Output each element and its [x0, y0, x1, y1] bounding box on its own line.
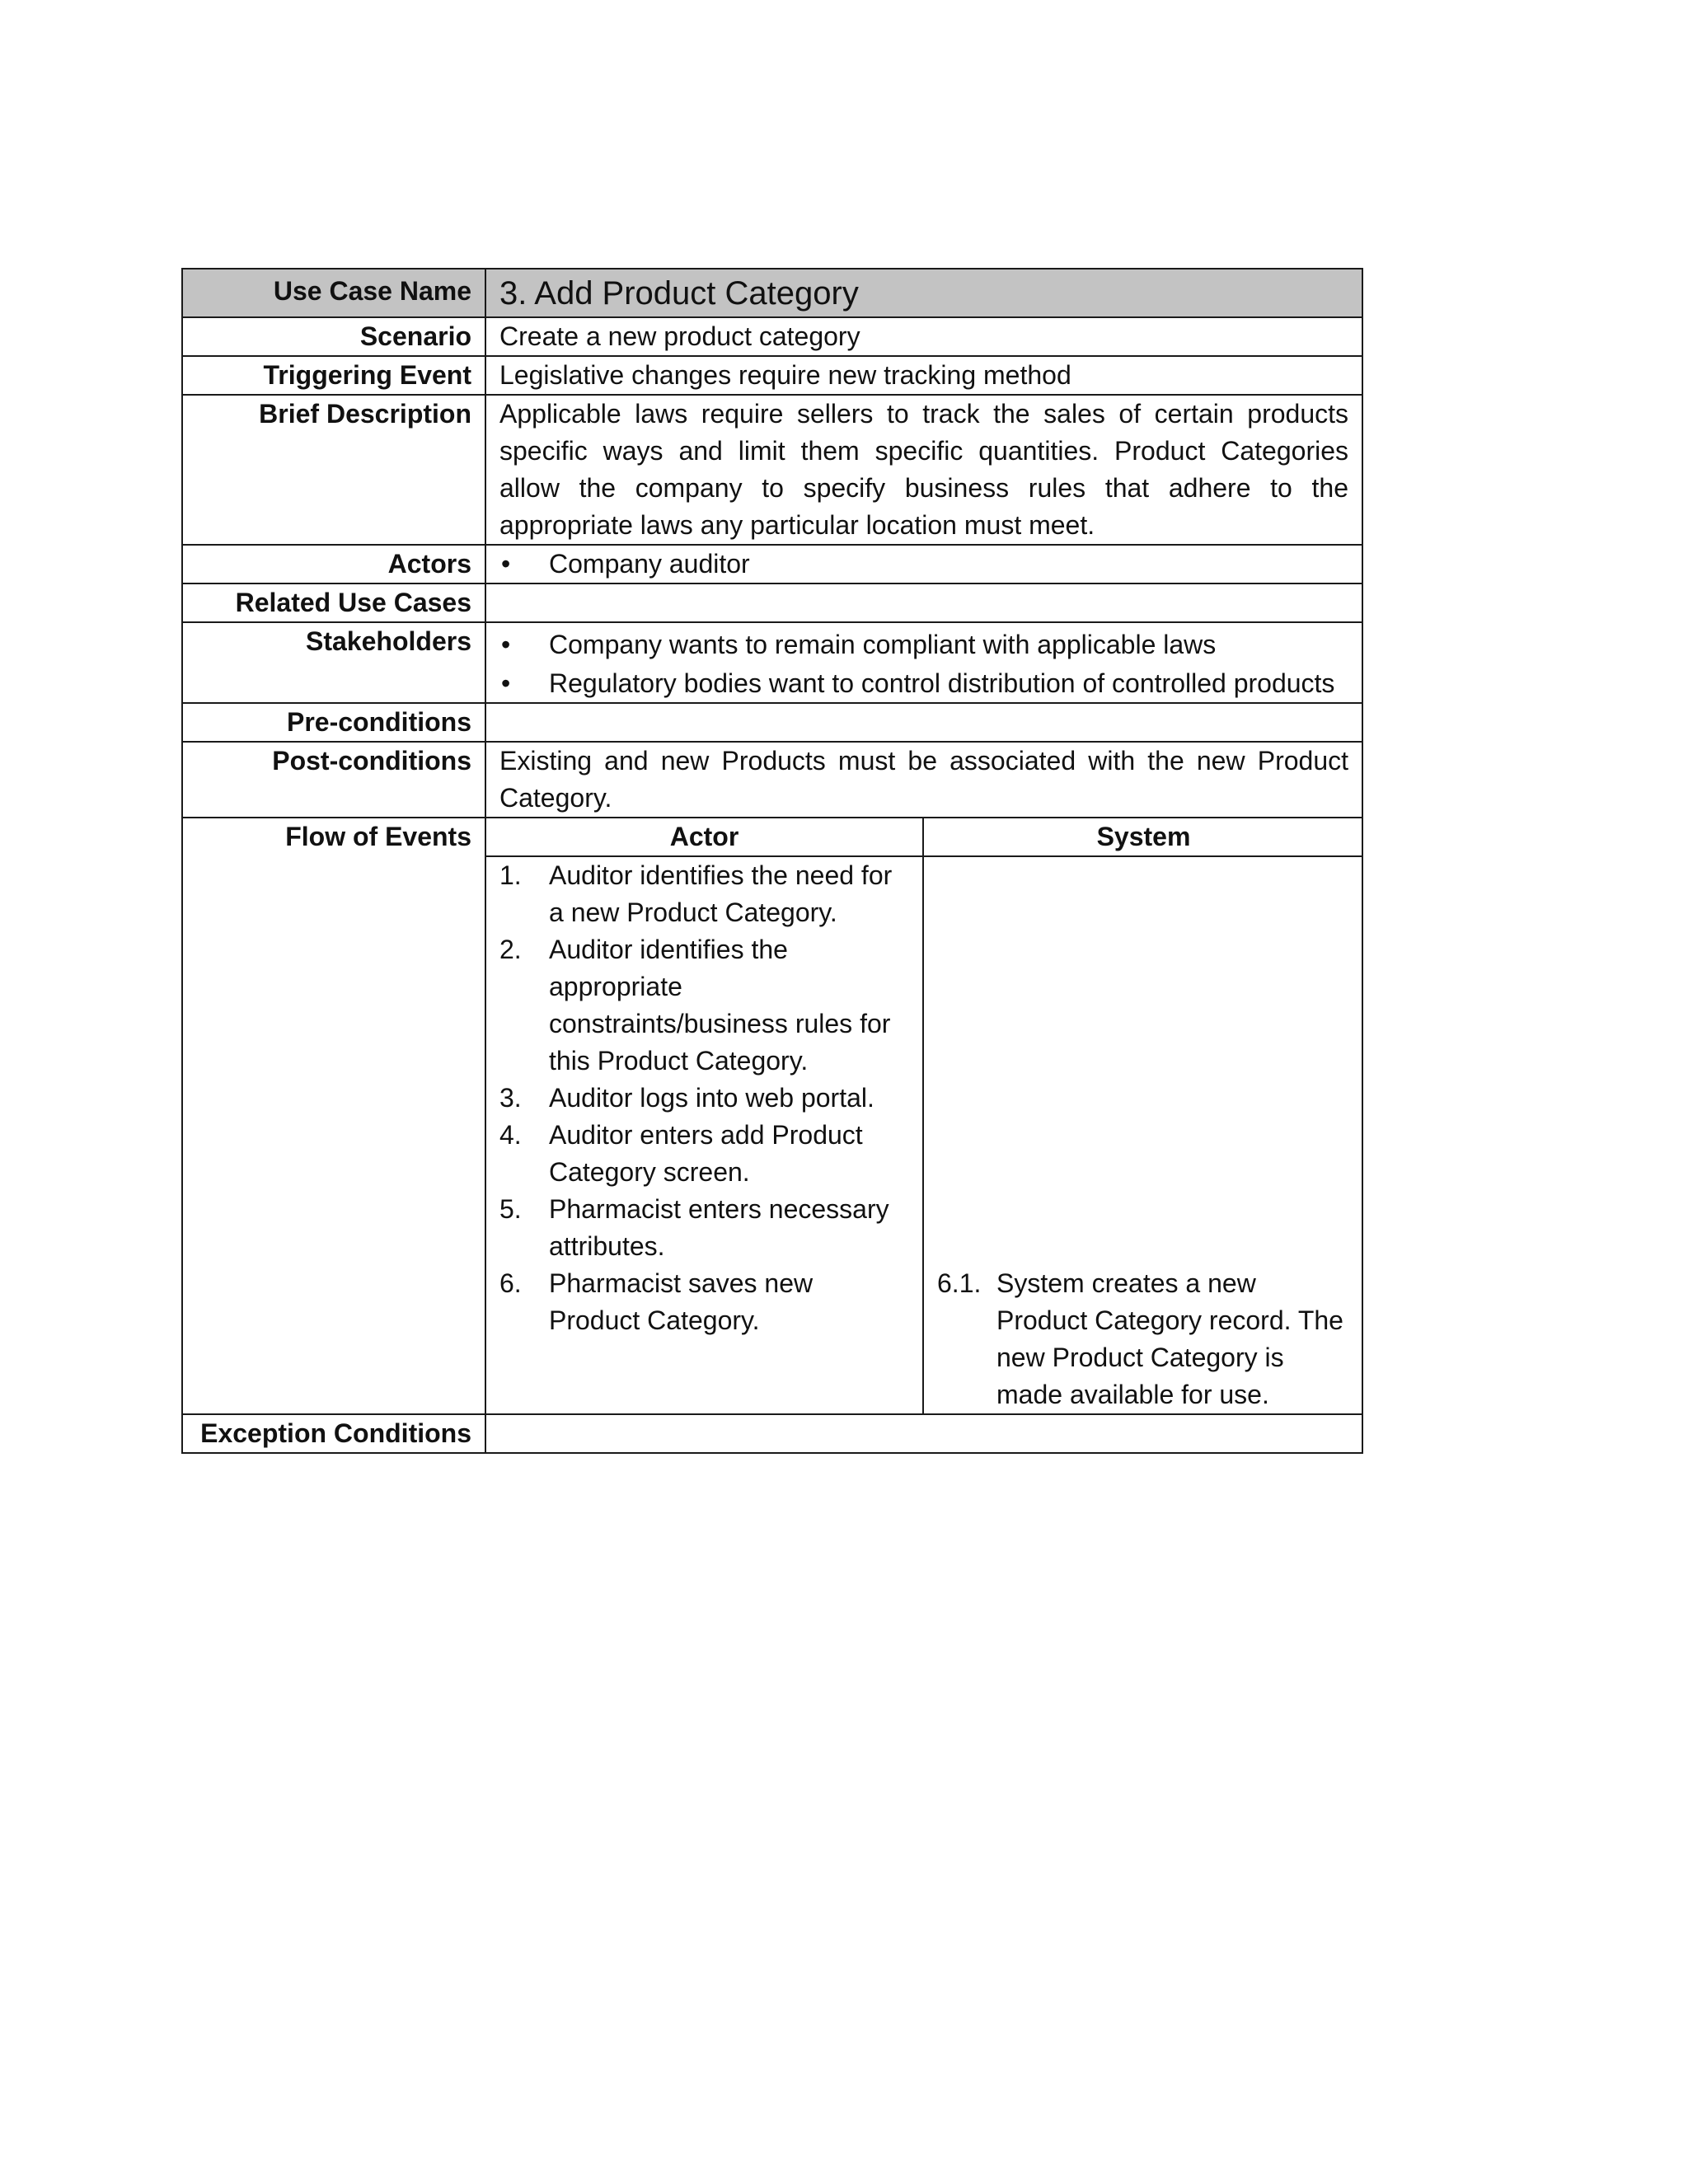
- system-steps-cell: [923, 856, 1363, 1413]
- exception-conditions-value: [485, 1414, 1362, 1453]
- step-number: 6.: [499, 1268, 522, 1298]
- step-text: Pharmacist enters necessary attributes.: [549, 1194, 889, 1261]
- step-text: Pharmacist saves new Product Category.: [549, 1268, 814, 1335]
- actor-step: [499, 1265, 909, 1339]
- brief-description-value: Applicable laws require sellers to track the sales of certain products specific ways and limit them specific quantities. Product Categories allow the company to specify business rules that adhere to the appropriate laws any particular location must meet.: [499, 399, 1348, 540]
- pre-conditions-label: Pre-conditions: [182, 703, 485, 742]
- stakeholders-list: [499, 626, 1348, 702]
- actors-cell: [485, 545, 1362, 583]
- triggering-event-row: [182, 356, 1362, 395]
- exception-conditions-row: [182, 1414, 1362, 1453]
- flow-header-row: [486, 818, 1363, 856]
- post-conditions-label: Post-conditions: [182, 742, 485, 818]
- step-number: 2.: [499, 935, 522, 964]
- related-use-cases-label: Related Use Cases: [182, 583, 485, 622]
- post-conditions-value: Existing and new Products must be associated with the new Product Category.: [499, 746, 1348, 813]
- stakeholder-item: [499, 626, 1348, 663]
- bullet-icon: •: [501, 668, 511, 698]
- actor-steps-list: [499, 857, 909, 1339]
- step-number: 6.1.: [937, 1268, 982, 1298]
- actor-column-header: Actor: [486, 818, 923, 856]
- bullet-icon: •: [501, 630, 511, 659]
- use-case-title: 3. Add Product Category: [499, 275, 859, 312]
- step-text: System creates a new Product Category record. The new Product Category is made available for use.: [996, 1268, 1343, 1409]
- actor-item: [499, 546, 1348, 583]
- actor-step: [499, 1117, 909, 1191]
- actor-step: [499, 1080, 909, 1117]
- step-text: Auditor logs into web portal.: [549, 1083, 874, 1113]
- system-steps-list: [937, 1265, 1350, 1413]
- scenario-row: [182, 317, 1362, 356]
- stakeholders-label: Stakeholders: [182, 622, 485, 703]
- step-number: 4.: [499, 1120, 522, 1150]
- flow-of-events-cell: [485, 818, 1362, 1414]
- brief-description-cell: [485, 395, 1362, 545]
- scenario-label: Scenario: [182, 317, 485, 356]
- actor-step: [499, 857, 909, 931]
- pre-conditions-row: [182, 703, 1362, 742]
- stakeholder-item: [499, 665, 1348, 702]
- system-step: [937, 1265, 1350, 1413]
- step-text: Auditor identifies the need for a new Product Category.: [549, 860, 893, 927]
- post-conditions-row: [182, 742, 1362, 818]
- flow-body-row: [486, 856, 1363, 1413]
- actors-list: [499, 546, 1348, 583]
- step-number: 5.: [499, 1194, 522, 1224]
- step-text: Auditor enters add Product Category screen.: [549, 1120, 863, 1187]
- actor-step: [499, 1191, 909, 1265]
- step-text: Auditor identifies the appropriate constraints/business rules for this Product Category.: [549, 935, 891, 1076]
- related-use-cases-value: [485, 583, 1362, 622]
- use-case-table: [181, 268, 1363, 1454]
- actor-item-text: Company auditor: [549, 549, 750, 579]
- flow-table: [486, 818, 1363, 1413]
- stakeholder-item-text: Company wants to remain compliant with applicable laws: [549, 630, 1217, 659]
- step-number: 3.: [499, 1083, 522, 1113]
- step-number: 1.: [499, 860, 522, 890]
- brief-description-label: Brief Description: [182, 395, 485, 545]
- triggering-event-label: Triggering Event: [182, 356, 485, 395]
- scenario-value: Create a new product category: [485, 317, 1362, 356]
- actor-steps-cell: [486, 856, 923, 1413]
- flow-of-events-row: [182, 818, 1362, 1414]
- stakeholder-item-text: Regulatory bodies want to control distribution of controlled products: [549, 668, 1335, 698]
- stakeholders-row: [182, 622, 1362, 703]
- stakeholders-cell: [485, 622, 1362, 703]
- use-case-name-label: Use Case Name: [182, 269, 485, 317]
- use-case-title-cell: [485, 269, 1362, 317]
- brief-description-row: [182, 395, 1362, 545]
- actors-label: Actors: [182, 545, 485, 583]
- exception-conditions-label: Exception Conditions: [182, 1414, 485, 1453]
- system-column-header: System: [923, 818, 1363, 856]
- related-use-cases-row: [182, 583, 1362, 622]
- actors-row: [182, 545, 1362, 583]
- post-conditions-cell: [485, 742, 1362, 818]
- flow-of-events-label: Flow of Events: [182, 818, 485, 1414]
- pre-conditions-value: [485, 703, 1362, 742]
- triggering-event-value: Legislative changes require new tracking method: [485, 356, 1362, 395]
- bullet-icon: •: [501, 549, 511, 579]
- use-case-name-row: [182, 269, 1362, 317]
- actor-step: [499, 931, 909, 1080]
